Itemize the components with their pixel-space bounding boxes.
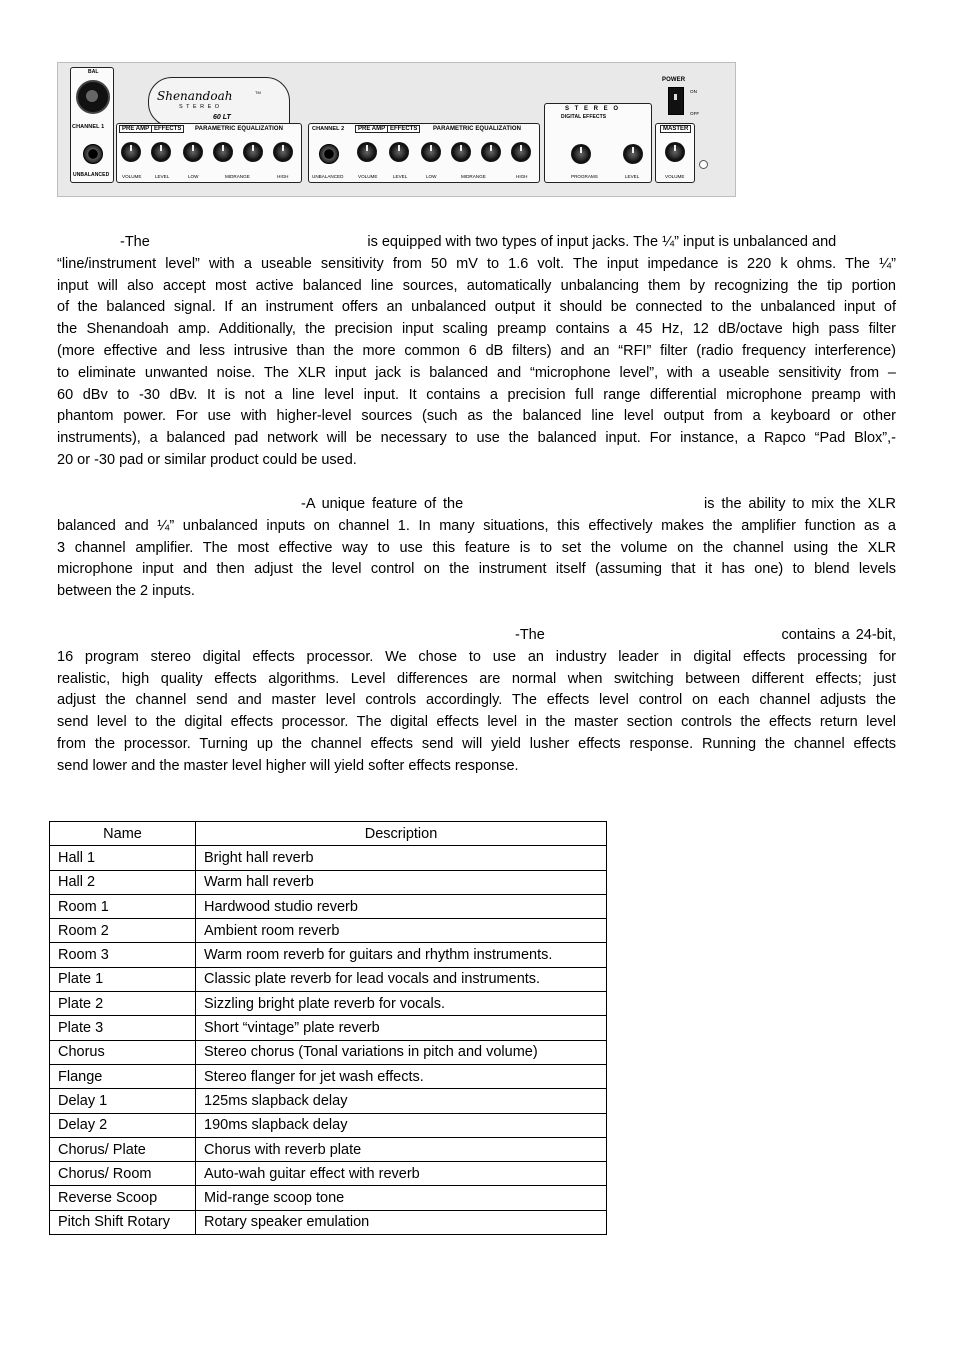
channel1-input-box [70,67,114,183]
table-row [50,1064,607,1088]
header-name: Name [50,822,196,846]
p1-line: “line/instrument level” with a useable sensitivity from 50 mV to 1.6 volt. The input impedance is 220 k ohms. The ¼” [57,255,896,272]
ch1-mid-freq-knob[interactable] [243,142,263,162]
channel2-unbalanced-jack[interactable] [319,144,339,164]
model-name: 60 LT [213,114,231,121]
program-name-cell: Room 3 [50,943,196,967]
table-row [50,1113,607,1137]
p1-line: the Shenandoah amp. Additionally, the precision input scaling preamp contains a 45 Hz, 12 dB/octave high pass filter [57,321,896,338]
ch1-effects-label: EFFECTS [151,125,184,133]
program-name-cell: Pitch Shift Rotary [50,1210,196,1234]
ch2-low-label: LOW [426,174,437,179]
ch2-effects-level-knob[interactable] [389,142,409,162]
header-description: Description [196,822,607,846]
p3-line: from the processor. Turning up the channel effects send will yield lusher effects response. Running the channel effects [57,735,896,752]
ch2-volume-label: VOLUME [358,174,378,179]
ch1-high-knob[interactable] [273,142,293,162]
ch1-effects-level-knob[interactable] [151,142,171,162]
ch1-volume-label: VOLUME [122,174,142,179]
ch1-eq-label: PARAMETRIC EQUALIZATION [195,126,284,132]
program-name-cell: Delay 2 [50,1113,196,1137]
power-label: POWER [662,77,686,83]
table-row [50,1089,607,1113]
program-description-cell: Sizzling bright plate reverb for vocals. [196,992,607,1016]
program-description-cell: Warm room reverb for guitars and rhythm instruments. [196,943,607,967]
channel1-unbalanced-jack[interactable] [83,144,103,164]
program-name-cell: Delay 1 [50,1089,196,1113]
p3-line: send lower and the master level higher will yield softer effects response. [57,757,519,774]
master-volume-label: VOLUME [665,174,685,179]
mixing-inputs-paragraph [57,494,896,603]
p1-line: phantom power. For use with higher-level sources (such as the balanced line level output from a keyboard or other [57,408,896,425]
p1-line: of the balanced signal. If an instrument offers an unbalanced output it should be connected to the unbalanced input of [57,299,896,316]
amp-front-panel [57,62,736,197]
program-description-cell: Bright hall reverb [196,846,607,870]
master-label: MASTER [660,125,691,133]
program-description-cell: 190ms slapback delay [196,1113,607,1137]
p3-line: -The contains a 24-bit, [515,627,896,643]
ch2-mid-freq-knob[interactable] [481,142,501,162]
channel2-controls [308,123,540,183]
master-volume-knob[interactable] [665,142,685,162]
p2-line: between the 2 inputs. [57,583,195,600]
fx-programs-label: PROGRAMS [571,174,598,179]
power-off-label: OFF [690,111,700,116]
program-name-cell: Chorus/ Plate [50,1137,196,1161]
p3-line: send level to the digital effects processor. The digital effects level in the master section controls the effects return level [57,714,896,731]
table-row [50,1186,607,1210]
digital-effects-paragraph [57,625,896,778]
effects-program-table [49,821,607,1235]
ch2-low-knob[interactable] [421,142,441,162]
channel2-unbalanced-label: UNBALANCED [312,174,344,179]
power-switch[interactable] [668,87,684,115]
program-description-cell: Classic plate reverb for lead vocals and instruments. [196,967,607,991]
p1-line: (more effective and less intrusive than the more common 6 dB filters) and an “RFI” filter (radio frequency interference) [57,342,896,359]
table-row [50,1137,607,1161]
ch1-mid-gain-knob[interactable] [213,142,233,162]
p3-line: realistic, high quality effects algorithms. Level differences are normal when switching between different effects; just [57,670,896,687]
table-row [50,1162,607,1186]
program-name-cell: Room 2 [50,919,196,943]
brand-name: Shenandoah [157,89,233,103]
bal-label: BAL [88,69,99,75]
table-row [50,1040,607,1064]
program-name-cell: Plate 2 [50,992,196,1016]
ch1-midrange-label: MIDRANGE [225,174,250,179]
program-description-cell: 125ms slapback delay [196,1089,607,1113]
table-row [50,1210,607,1234]
p2-line: microphone input and then adjust the level control on the instrument itself (assuming that it has one) to blend levels [57,561,896,578]
p1-line: -The is equipped with two types of input jacks. The ¼” input is unbalanced and [120,234,837,250]
p2-line: balanced and ¼” unbalanced inputs on channel 1. In many situations, this effectively makes the amplifier function as a [57,517,896,534]
master-section [655,123,695,183]
p2-line: -A unique feature of the is the ability to mix the XLR [301,496,896,512]
ch1-high-label: HIGH [277,174,289,179]
program-name-cell: Hall 1 [50,846,196,870]
ch2-level-label: LEVEL [393,174,408,179]
brand-stereo: S T E R E O [179,104,221,110]
program-name-cell: Chorus [50,1040,196,1064]
program-description-cell: Hardwood studio reverb [196,894,607,918]
channel1-controls [116,123,302,183]
fx-digital-label: DIGITAL EFFECTS [561,114,607,120]
program-name-cell: Flange [50,1064,196,1088]
program-description-cell: Rotary speaker emulation [196,1210,607,1234]
p2-line: 3 channel amplifier. The most effective way to use this feature is to set the volume on the channel using the XLR [57,539,896,556]
channel2-label: CHANNEL 2 [312,126,345,132]
brand-logo [148,77,290,127]
ch1-level-label: LEVEL [155,174,170,179]
table-header-row [50,822,607,846]
p3-line: adjust the channel send and master level controls accordingly. The effects level control on each channel adjusts the [57,692,896,709]
table-row [50,943,607,967]
p1-line: 60 dBv to -30 dBv. It is not a line level input. It contains a precision full range differential microphone preamp with [57,386,896,403]
p1-line: 20 or -30 pad or similar product could be used. [57,451,357,468]
table-body [50,846,607,1235]
program-name-cell: Reverse Scoop [50,1186,196,1210]
fx-program-selector-knob[interactable] [571,144,591,164]
ch2-high-knob[interactable] [511,142,531,162]
table-row [50,967,607,991]
xlr-jack[interactable] [76,80,110,114]
brand-tm: TM [255,90,261,95]
program-description-cell: Chorus with reverb plate [196,1137,607,1161]
ch2-eq-label: PARAMETRIC EQUALIZATION [433,126,522,132]
table-row [50,1016,607,1040]
fx-level-label: LEVEL [625,174,640,179]
ch2-effects-label: EFFECTS [387,125,420,133]
p1-line: instruments), a balanced pad network will be necessary to use the balanced input. For instance, a Rapco “Pad Blox”,- [57,430,896,447]
program-name-cell: Hall 2 [50,870,196,894]
ch2-mid-gain-knob[interactable] [451,142,471,162]
ch1-low-label: LOW [188,174,199,179]
power-on-label: ON [690,89,697,94]
channel1-label: CHANNEL 1 [72,124,105,130]
power-led [699,160,708,169]
program-description-cell: Auto-wah guitar effect with reverb [196,1162,607,1186]
p1-line: to eliminate unwanted noise. The XLR input jack is balanced and “microphone level”, with a useable sensitivity from – [57,364,896,381]
program-description-cell: Mid-range scoop tone [196,1186,607,1210]
ch1-preamp-label: PRE AMP [119,125,152,133]
program-name-cell: Chorus/ Room [50,1162,196,1186]
fx-stereo-label: S T E R E O [565,106,621,112]
program-description-cell: Stereo flanger for jet wash effects. [196,1064,607,1088]
program-description-cell: Short “vintage” plate reverb [196,1016,607,1040]
ch1-volume-knob[interactable] [121,142,141,162]
p3-line: 16 program stereo digital effects processor. We chose to use an industry leader in digital effects processing for [57,648,896,665]
input-jacks-paragraph [57,232,896,472]
table-row [50,846,607,870]
program-name-cell: Plate 1 [50,967,196,991]
table-row [50,870,607,894]
ch2-midrange-label: MIDRANGE [461,174,486,179]
ch2-high-label: HIGH [516,174,528,179]
program-description-cell: Warm hall reverb [196,870,607,894]
program-description-cell: Ambient room reverb [196,919,607,943]
ch2-preamp-label: PRE AMP [355,125,388,133]
program-name-cell: Room 1 [50,894,196,918]
channel1-unbalanced-label: UNBALANCED [73,172,110,178]
fx-level-knob[interactable] [623,144,643,164]
program-name-cell: Plate 3 [50,1016,196,1040]
table-row [50,919,607,943]
ch1-low-knob[interactable] [183,142,203,162]
table-row [50,992,607,1016]
p1-line: input will also accept most active balanced line sources, automatically unbalancing them by recognizing the tip portion [57,277,896,294]
program-description-cell: Stereo chorus (Tonal variations in pitch and volume) [196,1040,607,1064]
table-row [50,894,607,918]
ch2-volume-knob[interactable] [357,142,377,162]
digital-effects-section [544,103,652,183]
